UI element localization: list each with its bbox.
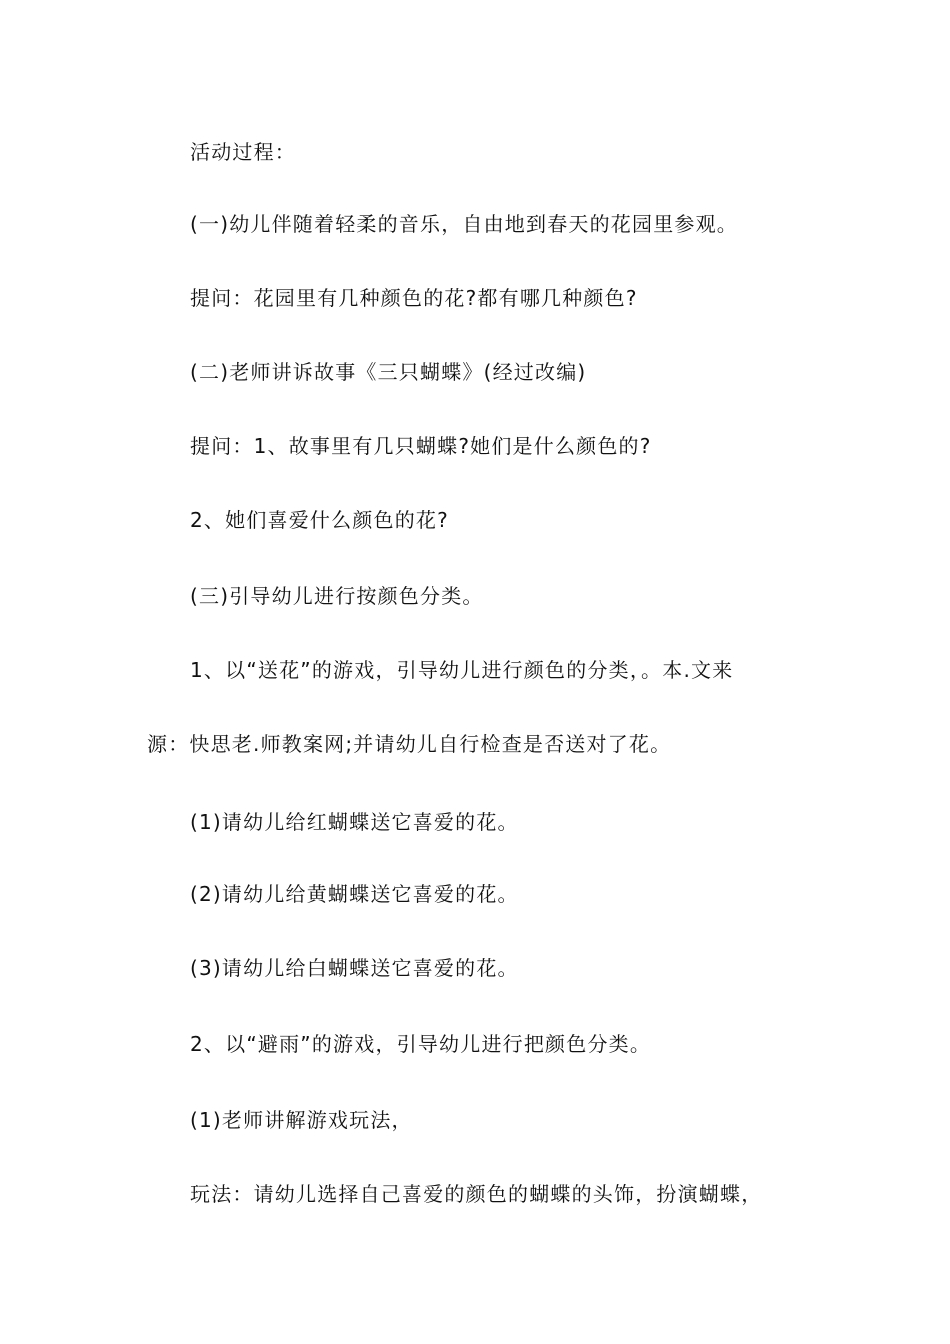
paragraph-line: 2、她们喜爱什么颜色的花? — [190, 508, 449, 532]
paragraph-line: 提问：1、故事里有几只蝴蝶?她们是什么颜色的? — [190, 434, 652, 458]
paragraph-line: (二)老师讲诉故事《三只蝴蝶》(经过改编) — [190, 360, 587, 384]
paragraph-line: (一)幼儿伴随着轻柔的音乐，自由地到春天的花园里参观。 — [190, 212, 739, 236]
paragraph-line: 玩法：请幼儿选择自己喜爱的颜色的蝴蝶的头饰，扮演蝴蝶， — [190, 1182, 763, 1206]
paragraph-line: (三)引导幼儿进行按颜色分类。 — [190, 584, 484, 608]
paragraph-line: (1)请幼儿给红蝴蝶送它喜爱的花。 — [190, 810, 519, 834]
paragraph-line: (1)老师讲解游戏玩法， — [190, 1108, 413, 1132]
paragraph-line: 提问：花园里有几种颜色的花?都有哪几种颜色? — [190, 286, 638, 310]
paragraph-line: (3)请幼儿给白蝴蝶送它喜爱的花。 — [190, 956, 519, 980]
paragraph-line: (2)请幼儿给黄蝴蝶送它喜爱的花。 — [190, 882, 519, 906]
paragraph-line: 2、以“避雨”的游戏，引导幼儿进行把颜色分类。 — [190, 1032, 652, 1056]
paragraph-line-continued: 源：快思老.师教案网;并请幼儿自行检查是否送对了花。 — [147, 732, 672, 756]
paragraph-line: 1、以“送花”的游戏，引导幼儿进行颜色的分类，。本.文来 — [190, 658, 734, 682]
section-heading: 活动过程： — [190, 140, 296, 164]
